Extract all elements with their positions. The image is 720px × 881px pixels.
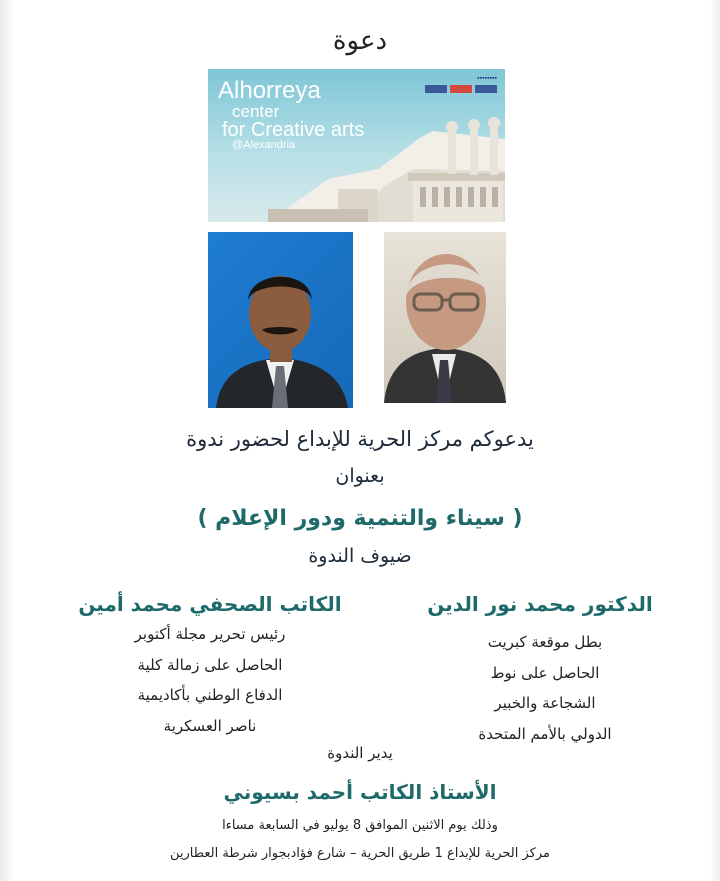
guest-description-line: الحاصل على نوط	[490, 663, 600, 682]
guest-description-line: ناصر العسكرية	[163, 716, 257, 735]
portrait-illustration	[208, 232, 353, 408]
titled-line: بعنوان	[335, 465, 385, 487]
center-banner-image	[208, 69, 505, 222]
guest-name-2: الكاتب الصحفي محمد أمين	[78, 592, 342, 616]
guest-name-1: الدكتور محمد نور الدين	[427, 592, 653, 616]
guest-description-2	[90, 619, 330, 741]
guest-description-line: رئيس تحرير مجلة أكتوبر	[134, 625, 286, 643]
address-line: مركز الحرية للإبداع 1 طريق الحرية – شارع فؤادبجوار شرطة العطارين	[169, 846, 551, 861]
banner-logo-text: Alhorreya center for Creative arts @Alexandria	[218, 77, 365, 151]
guest-photo-right	[384, 232, 506, 403]
guest-photo-left	[208, 232, 353, 408]
invitation-title: دعوة	[332, 26, 388, 56]
banner-social-strip: ▪▪▪▪▪▪▪▪	[477, 75, 497, 82]
guest-description-line: الحاصل على زمالة كلية	[137, 655, 283, 674]
seminar-topic: ( سيناء والتنمية ودور الإعلام )	[197, 506, 523, 531]
date-time-line: وذلك يوم الاثنين الموافق 8 يوليو في السابعة مساءا	[222, 818, 498, 833]
guest-description-1	[440, 627, 650, 749]
portrait-illustration	[384, 232, 506, 403]
invite-line: يدعوكم مركز الحرية للإبداع لحضور ندوة	[186, 427, 534, 451]
moderator-label: يدير الندوة	[327, 744, 393, 762]
guest-description-line: بطل موقعة كبريت	[487, 633, 603, 651]
guests-label: ضيوف الندوة	[308, 545, 412, 567]
guest-description-line: الشجاعة والخبير	[494, 694, 596, 712]
guest-description-line: الدولي بالأمم المتحدة	[478, 724, 612, 743]
guest-description-line: الدفاع الوطني بأكاديمية	[137, 686, 283, 704]
banner-social-logos	[425, 85, 497, 93]
moderator-name: الأستاذ الكاتب أحمد بسيوني	[223, 780, 497, 804]
